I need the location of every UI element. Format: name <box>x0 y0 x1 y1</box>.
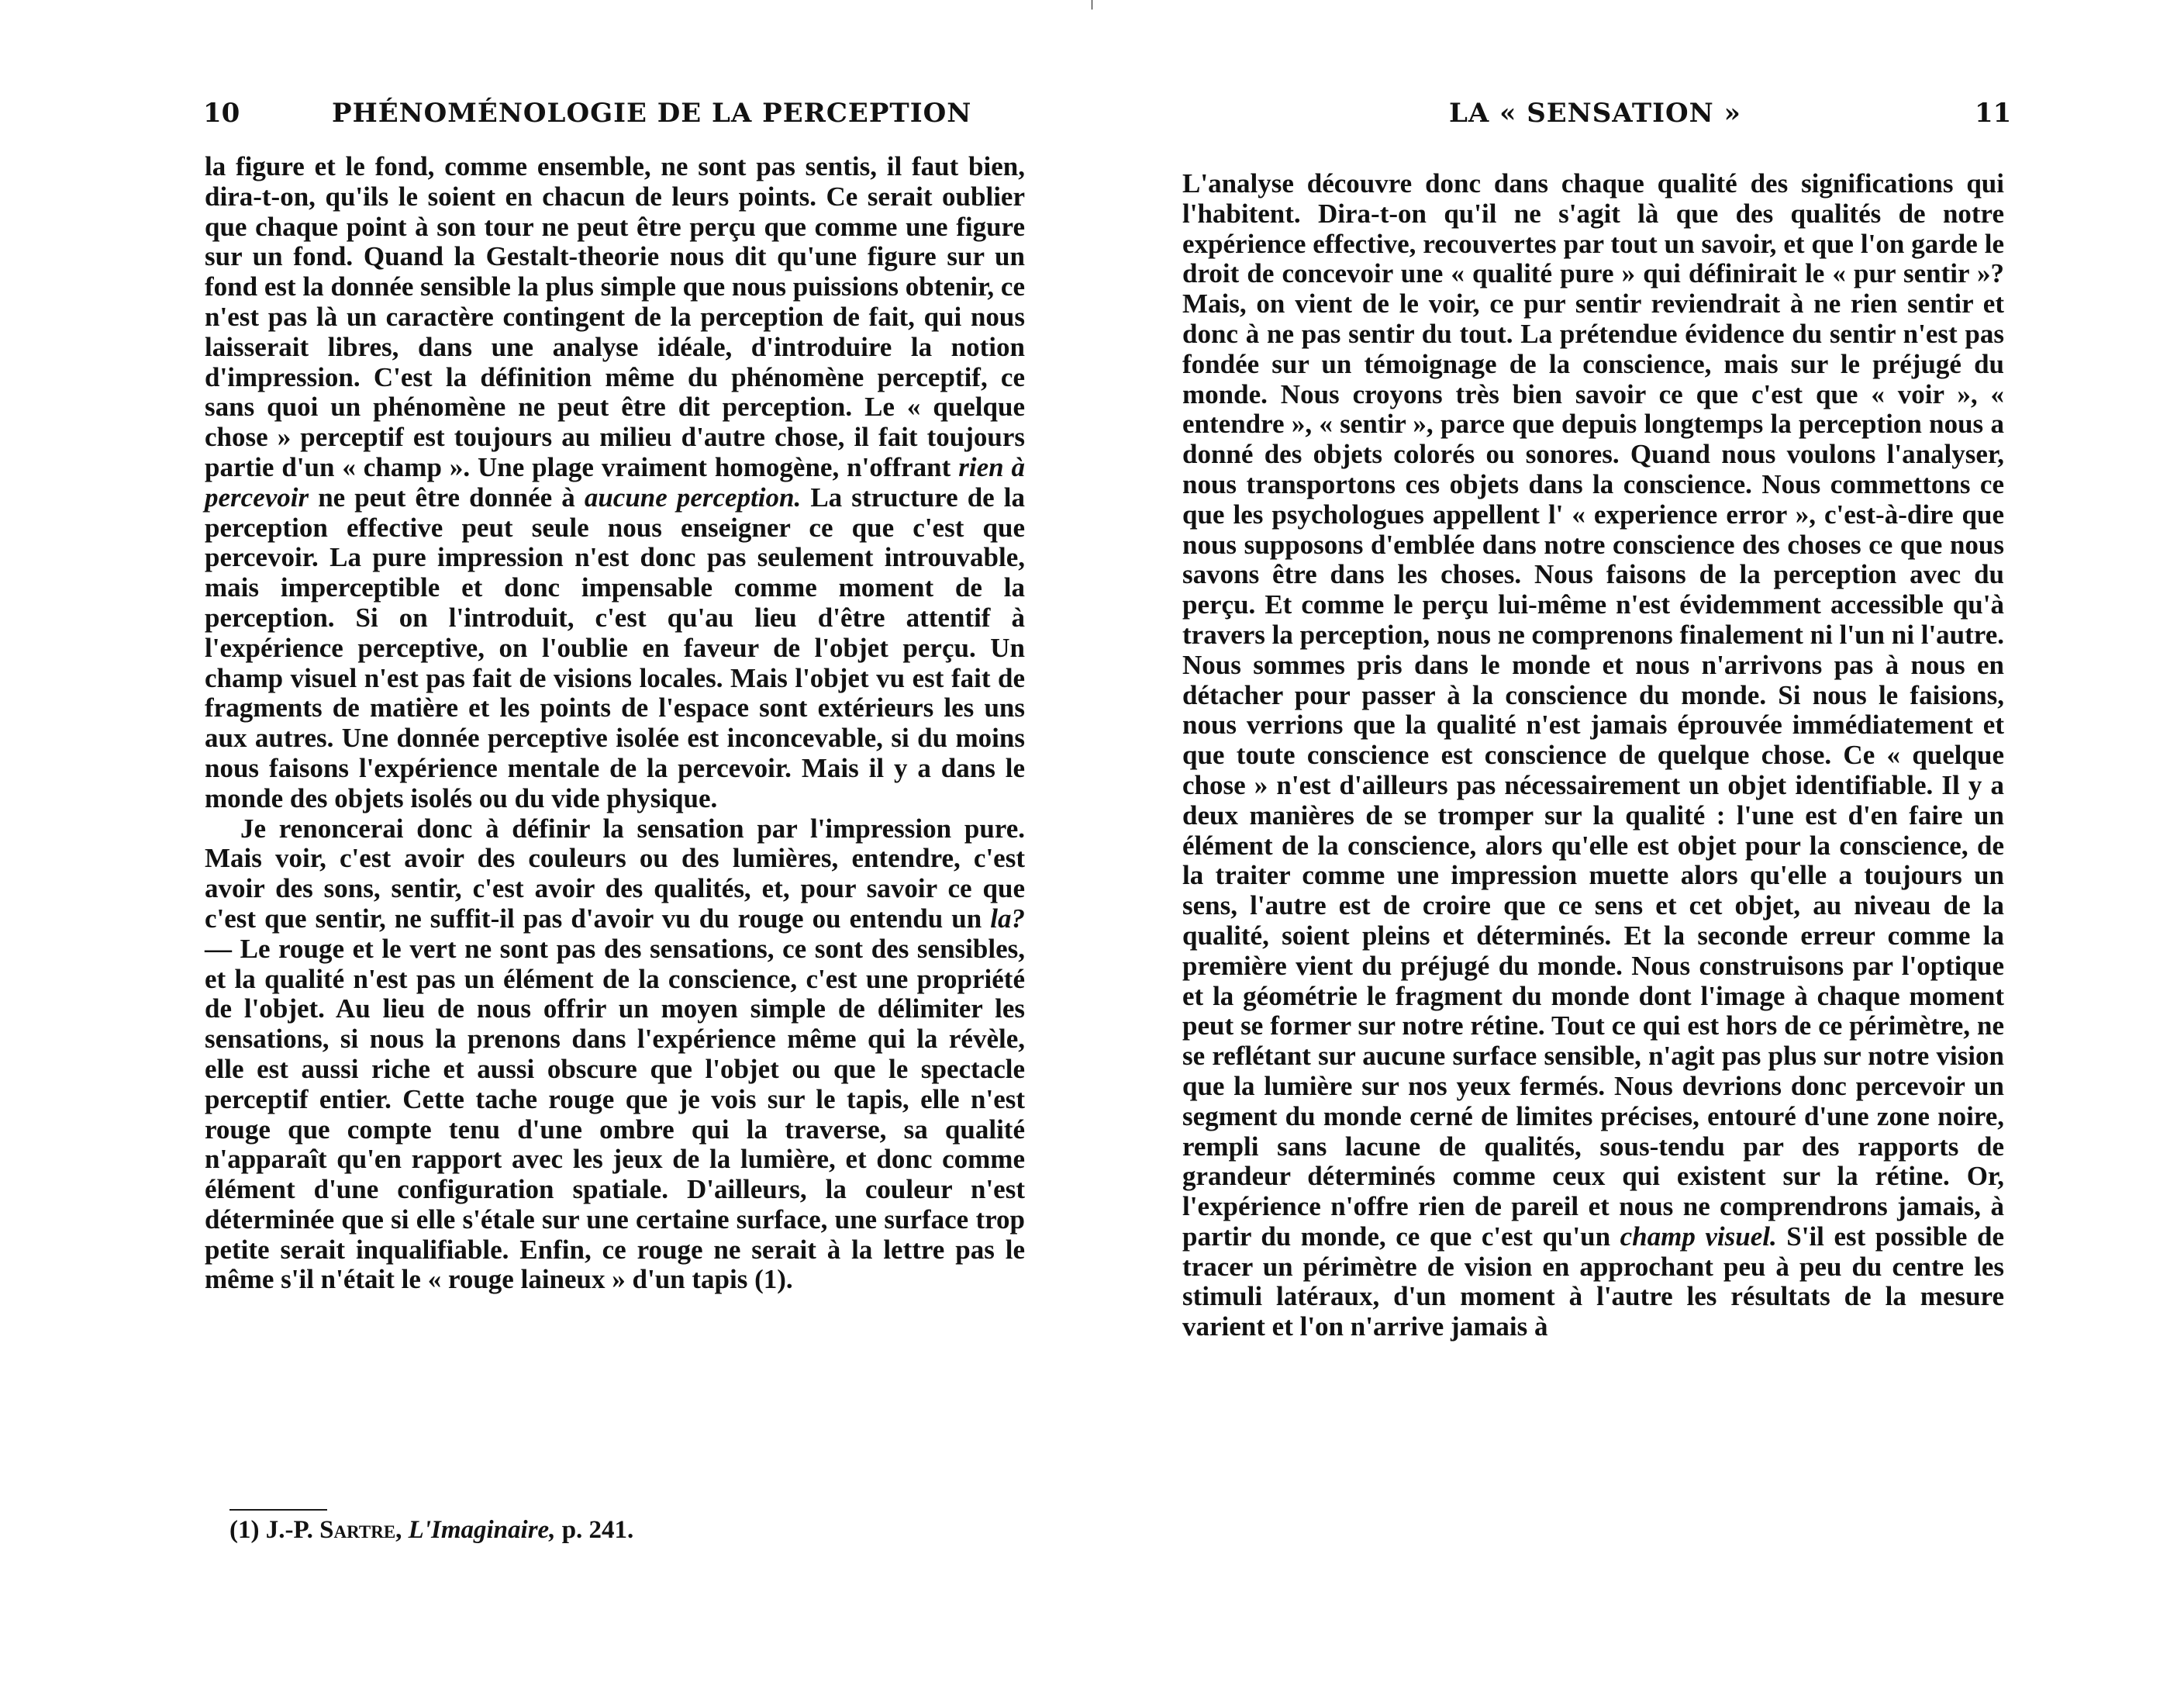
text-run: la figure et le fond, comme ensemble, ne sont pas sentis, il faut bien, dira-t-on, qu'ils le soient en chacun de leurs points. Ce serait oublier que chaque point à son tour ne peut être perçu que comme une figure sur un fond. Quand la Gestalt-theorie nous dit qu'une figure sur un fond est la donnée sensible la plus simple que nous puissions obtenir, ce n'est pas là un caractère contingent de la perception de fait, qui nous laisserait libres, dans une analyse idéale, d'introduire la notion d'impression. C'est la définition même du phénomène perceptif, ce sans quoi un phénomène ne peut être dit perception. Le « quelque chose » perceptif est toujours au milieu d'autre chose, il fait toujours partie d'un « champ ». Une plage vraiment homogène, n'offrant <box>205 151 1025 482</box>
text-run: La structure de la perception effective peut seule nous enseigner ce que c'est que percevoir. La pure impression n'est donc pas seulement introuvable, mais imperceptible et donc impensable comme moment de la perception. Si on l'introduit, c'est qu'au lieu d'être attentif à l'expérience perceptive, on l'oublie en faveur de l'objet perçu. Un champ visuel n'est pas fait de visions locales. Mais l'objet vu est fait de fragments de matière et les points de l'espace sont extérieurs les uns aux autres. Une donnée perceptive isolée est inconcevable, si du moins nous faisons l'expérience mentale de la percevoir. Mais il y a dans le monde des objets isolés ou du vide physique. <box>205 482 1026 813</box>
italic-run: rien à percevoir <box>205 451 1025 513</box>
footnote-title: L'Imaginaire, <box>408 1516 556 1544</box>
page-number: 10 <box>203 98 240 129</box>
page-number: 11 <box>1975 98 2012 129</box>
paragraph <box>205 152 1025 814</box>
running-head: LA « SENSATION » <box>1449 98 1741 129</box>
right-page <box>1092 0 2184 1706</box>
footnote-marker: (1) J.-P. <box>229 1516 320 1544</box>
body-text <box>205 152 1025 1295</box>
footnote-page: p. 241. <box>555 1516 634 1544</box>
text-run: — Le rouge et le vert ne sont pas des sensations, ce sont des sensibles, et la qualité n'est pas un élément de la conscience, c'est une propriété de l'objet. Au lieu de nous offrir un moyen simple de délimiter les sensations, si nous la prenons dans l'expérience même qui la révèle, elle est aussi riche et aussi obscure que l'objet ou que le spectacle perceptif entier. Cette tache rouge que je vois sur le tapis, elle n'est rouge que compte tenu d'une ombre qui la traverse, sa qualité n'apparaît qu'en rapport avec les jeux de la lumière, et donc comme élément d'une configuration spatiale. D'ailleurs, la couleur n'est déterminée que si elle s'étale sur une certaine surface, une surface trop petite serait inqualifiable. Enfin, ce rouge ne serait à la lettre pas le même s'il n'était le « rouge laineux » d'un tapis (1). <box>205 933 1025 1295</box>
paragraph <box>205 814 1025 1296</box>
italic-run: champ visuel. <box>1620 1221 1777 1252</box>
footnote-rule <box>229 1509 327 1511</box>
text-run: L'analyse découvre donc dans chaque qualité des significations qui l'habitent. Dira-t-on qu'il ne s'agit là que des qualités de notre expérience effective, recouvertes par tout un savoir, et que l'on garde le droit de concevoir une « qualité pure » qui définirait le « pur sentir »? Mais, on vient de le voir, ce pur sentir reviendrait à ne rien sentir et donc à ne pas sentir du tout. La prétendue évidence du sentir n'est pas fondée sur un témoignage de la conscience, mais sur le préjugé du monde. Nous croyons très bien savoir ce que c'est que « voir », « entendre », « sentir », parce que depuis longtemps la perception nous a donné des objets colorés ou sonores. Quand nous voulons l'analyser, nous transportons ces objets dans la conscience. Nous commettons ce que les psychologues appellent l' « experience error », c'est-à-dire que nous supposons d'emblée dans notre conscience des choses ce que nous savons être dans les choses. Nous faisons de la perception avec du perçu. Et comme le perçu lui-même n'est évidemment accessible qu'à travers la perception, nous ne comprenons finalement ni l'un ni l'autre. Nous sommes pris dans le monde et nous n'arrivons pas à nous en détacher pour passer à la conscience du monde. Si nous le faisions, nous verrions que la qualité n'est jamais éprouvée immédiatement et que toute conscience est conscience de quelque chose. Ce « quelque chose » n'est d'ailleurs pas nécessairement un objet identifiable. Il y a deux manières de se tromper sur la qualité : l'une est d'en faire un élément de la conscience, alors qu'elle est objet pour la conscience, de la traiter comme une impression muette alors qu'elle a toujours un sens, l'autre est de croire que ce sens et cet objet, au niveau de la qualité, soient pleins et déterminés. Et la seconde erreur comme la première vient du préjugé du monde. Nous construisons par l'optique et la géométrie le fragment du monde dont l'image à chaque moment peut se former sur notre rétine. Tout ce qui est hors de ce périmètre, ne se reflétant sur aucune surface sensible, n'agit pas plus sur notre vision que la lumière sur nos yeux fermés. Nous devrions donc percevoir un segment du monde cerné de limites précises, entouré d'une zone noire, rempli sans lacune de qualités, sous-tendu par des rapports de grandeur déterminés comme ceux qui existent sur la rétine. Or, l'expérience n'offre rien de pareil et nous ne comprendrons jamais, à partir du monde, ce que c'est qu'un <box>1182 168 2004 1252</box>
italic-run: aucune perception. <box>584 482 802 513</box>
running-head: PHÉNOMÉNOLOGIE DE LA PERCEPTION <box>332 98 972 129</box>
body-text <box>1182 169 2004 1342</box>
text-run: Je renoncerai donc à définir la sensation par l'impression pure. Mais voir, c'est avoir des couleurs ou des lumières, entendre, c'est avoir des sons, sentir, c'est avoir des qualités, et, pour savoir ce que c'est que sentir, ne suffit-il pas d'avoir vu du rouge ou entendu un <box>205 813 1025 934</box>
text-run: ne peut être donnée à <box>309 482 585 513</box>
footnote-author: Sartre, <box>319 1516 402 1544</box>
paragraph <box>1182 169 2004 1342</box>
text-run: S'il est possible de tracer un périmètre de vision en approchant peu à peu du centre les stimuli latéraux, d'un moment à l'autre les résultats de la mesure varient et l'on n'arrive jamais à <box>1182 1221 2004 1342</box>
italic-run: la? <box>990 903 1025 934</box>
footnote <box>229 1514 974 1546</box>
